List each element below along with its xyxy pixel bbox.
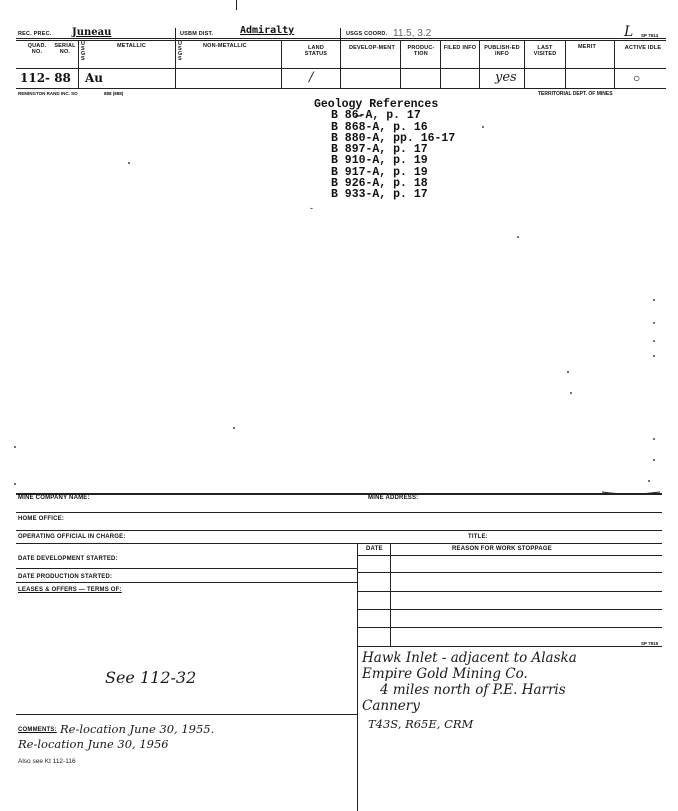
printer-line: REMINGTON RAND INC. SO: [18, 91, 78, 96]
lower-top-rule: [16, 493, 662, 495]
title-label: TITLE:: [468, 534, 488, 540]
speck: [653, 459, 655, 461]
margin-dash: -: [310, 203, 313, 213]
handwritten-township: T43S, R65E, CRM: [368, 717, 474, 731]
geology-ref: B 897-A, p. 17: [331, 143, 428, 157]
geology-ref: B 933-A, p. 17: [331, 188, 428, 202]
land-status-label: LAND STATUS: [304, 45, 328, 57]
row-line: [357, 591, 662, 592]
speck: [517, 236, 519, 238]
operating-official-label: OPERATING OFFICIAL IN CHARGE:: [18, 534, 126, 540]
col-divider: [524, 40, 525, 88]
merit-label: MERIT: [578, 44, 597, 50]
comment-line-1: Re-location June 30, 1955.: [60, 722, 215, 736]
col-divider: [440, 40, 441, 88]
usbm-dist-value: Admiralty: [240, 25, 295, 36]
row-line: [357, 572, 662, 573]
serial-no-label: SERIAL NO.: [54, 43, 76, 55]
speck: [482, 126, 484, 128]
printer-code: 888 (888): [104, 91, 124, 96]
row-line: [16, 582, 357, 583]
land-status-value: /: [309, 70, 314, 85]
speck: [567, 371, 569, 373]
location-line: Empire Gold Mining Co.: [362, 666, 528, 682]
location-line: Hawk Inlet - adjacent to Alaska: [362, 650, 577, 666]
col-divider: [479, 40, 480, 88]
published-value: yes: [495, 70, 517, 85]
usgs2-label: U S G S: [178, 41, 183, 62]
geology-ref: B 86̶-A, p. 17: [331, 109, 421, 123]
development-label: DEVELOP-MENT: [348, 45, 396, 51]
header-row1-bottom: [16, 40, 666, 41]
usgs-label: U S G S: [81, 41, 86, 62]
handwritten-see: See 112-32: [105, 668, 197, 687]
lower-col-divider: [357, 543, 358, 811]
date-column-header: DATE: [366, 546, 383, 552]
speck: [653, 340, 655, 342]
home-office-label: HOME OFFICE:: [18, 516, 65, 522]
geology-ref-list: [314, 110, 455, 200]
header-bottom: [16, 88, 666, 89]
metallic-label: METALLIC: [117, 43, 146, 49]
col-divider: [340, 28, 341, 88]
last-visited-label: LAST VISITED: [533, 45, 557, 57]
speck: [128, 162, 130, 164]
col-divider: [565, 40, 566, 88]
header-row1-underline: [16, 38, 666, 39]
speck: [653, 299, 655, 301]
form-code-2: SP 7915: [641, 641, 659, 646]
lower-col-divider: [390, 543, 391, 646]
pen-stroke: [600, 478, 662, 498]
row-line: [16, 543, 662, 544]
published-info-label: PUBLISH-ED INFO: [484, 45, 520, 57]
comments-rule: [16, 714, 357, 715]
territorial-dept: TERRITORIAL DEPT. OF MINES: [538, 91, 613, 97]
handwritten-location: [362, 650, 577, 714]
geology-ref: B 917-A, p. 19: [331, 165, 428, 179]
comment-line-2: Re-location June 30, 1956: [18, 737, 169, 751]
non-metallic-label: NON-METALLIC: [203, 43, 247, 49]
usgs-coord-label: USGS COORD.: [346, 31, 388, 37]
quad-no-label: QUAD. NO.: [27, 43, 47, 55]
col-divider: [400, 40, 401, 88]
top-tick: [236, 0, 237, 10]
header-row2-bottom: [16, 68, 666, 69]
geology-ref: B 926-A, p. 18: [331, 177, 428, 191]
usbm-dist-label: USBM DIST.: [180, 31, 214, 37]
active-idle-value: ○: [633, 71, 641, 85]
speck: [653, 355, 655, 357]
row-line: [357, 646, 662, 647]
speck: [14, 483, 16, 485]
rec-prec-value: Juneau: [72, 27, 112, 38]
quad-serial-value: 112- 88: [20, 71, 71, 85]
usgs-coord-value: 11.5, 3.2: [393, 28, 432, 39]
speck: [653, 322, 655, 324]
mine-company-name-label: MINE COMPANY NAME:: [18, 495, 90, 501]
geology-title: Geology References: [314, 98, 439, 111]
speck: [14, 446, 16, 448]
row-line: [16, 512, 662, 513]
location-line: 4 miles north of P.E. Harris: [380, 682, 566, 698]
speck: [570, 392, 572, 394]
geology-references: [314, 99, 455, 201]
reason-column-header: REASON FOR WORK STOPPAGE: [452, 546, 552, 552]
filed-info-label: FILED INFO: [443, 45, 477, 51]
geology-ref: B 868-A, p. 16: [331, 120, 428, 134]
geology-ref: B 880-A, pp. 16-17: [331, 131, 456, 145]
row-line: [357, 609, 662, 610]
col-divider: [175, 28, 176, 88]
geology-ref: B 910-A, p. 19: [331, 154, 428, 168]
row-line: [357, 627, 662, 628]
leases-label: LEASES & OFFERS — TERMS OF:: [18, 587, 122, 593]
comments-label: COMMENTS:: [18, 727, 57, 733]
rec-prec-label: REC. PREC.: [18, 31, 52, 37]
date-production-label: DATE PRODUCTION STARTED:: [18, 574, 113, 580]
active-idle-label: ACTIVE IDLE: [624, 45, 662, 51]
row-line: [16, 530, 662, 531]
date-development-label: DATE DEVELOPMENT STARTED:: [18, 556, 118, 562]
col-divider: [614, 40, 615, 88]
row-line: [16, 568, 357, 569]
speck: [233, 427, 235, 429]
speck: [653, 438, 655, 440]
corner-mark: L: [624, 24, 634, 40]
metallic-value: Au: [85, 71, 104, 85]
location-line: Cannery: [362, 698, 420, 714]
production-label: PRODUC-TION: [407, 45, 435, 57]
mine-address-label: MINE ADDRESS:: [368, 495, 419, 501]
row-line: [357, 555, 662, 556]
col-divider: [281, 40, 282, 88]
also-see-note: Also see Kt 112-116: [18, 758, 76, 765]
form-code: SP 7914: [641, 33, 659, 38]
